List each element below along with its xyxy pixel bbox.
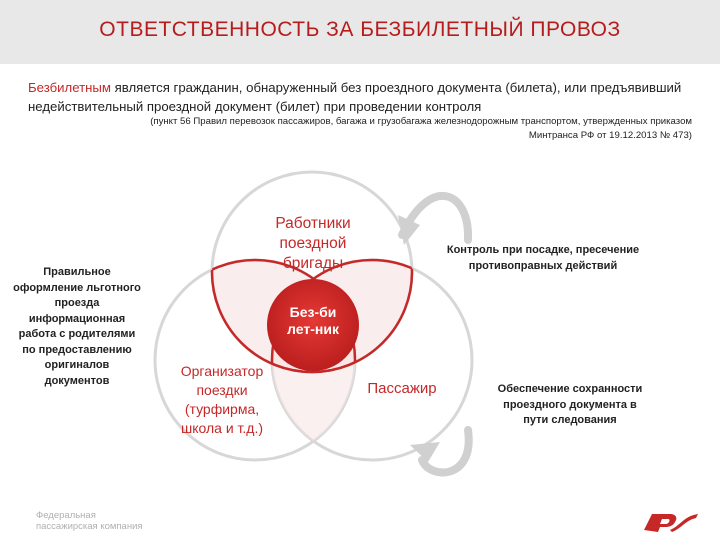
label-trip-organizer: Организатор поездки (турфирма, школа и т.д.) xyxy=(180,363,264,436)
note-ticket-safety: Обеспечение сохранности проездного документа в пути следования xyxy=(497,383,643,426)
note-boarding-control: Контроль при посадке, пресечение противоправных действий xyxy=(446,244,640,272)
rzd-logo-mark xyxy=(644,514,676,532)
label-ticketless: Без-билет-ник xyxy=(287,304,339,337)
footer-line-1: Федеральная xyxy=(36,510,96,521)
footer-line-2: пассажирская компания xyxy=(36,521,143,532)
definition-body: является гражданин, обнаруженный без проездного документа (билета), или предъявивший недействительный проездной документ (билет) при проведении контроля xyxy=(28,80,682,114)
rzd-logo xyxy=(640,508,702,534)
footer-company xyxy=(36,510,143,532)
page-title: ОТВЕТСТВЕННОСТЬ ЗА БЕЗБИЛЕТНЫЙ ПРОВОЗ xyxy=(99,18,621,41)
legal-source: (пункт 56 Правил перевозок пассажиров, багажа и грузобагажа железнодорожным транспортом, утвержденных приказом Минтранса РФ от 19.12.2013 № 473) xyxy=(150,116,692,141)
note-benefit-registration: Правильное оформление льготного проезда информационная работа с родителями по предоставлению оригиналов документов xyxy=(13,266,141,387)
label-passenger: Пассажир xyxy=(367,380,437,397)
definition-term: Безбилетным xyxy=(28,80,111,95)
label-train-crew: Работники поездной бригады xyxy=(275,215,351,272)
